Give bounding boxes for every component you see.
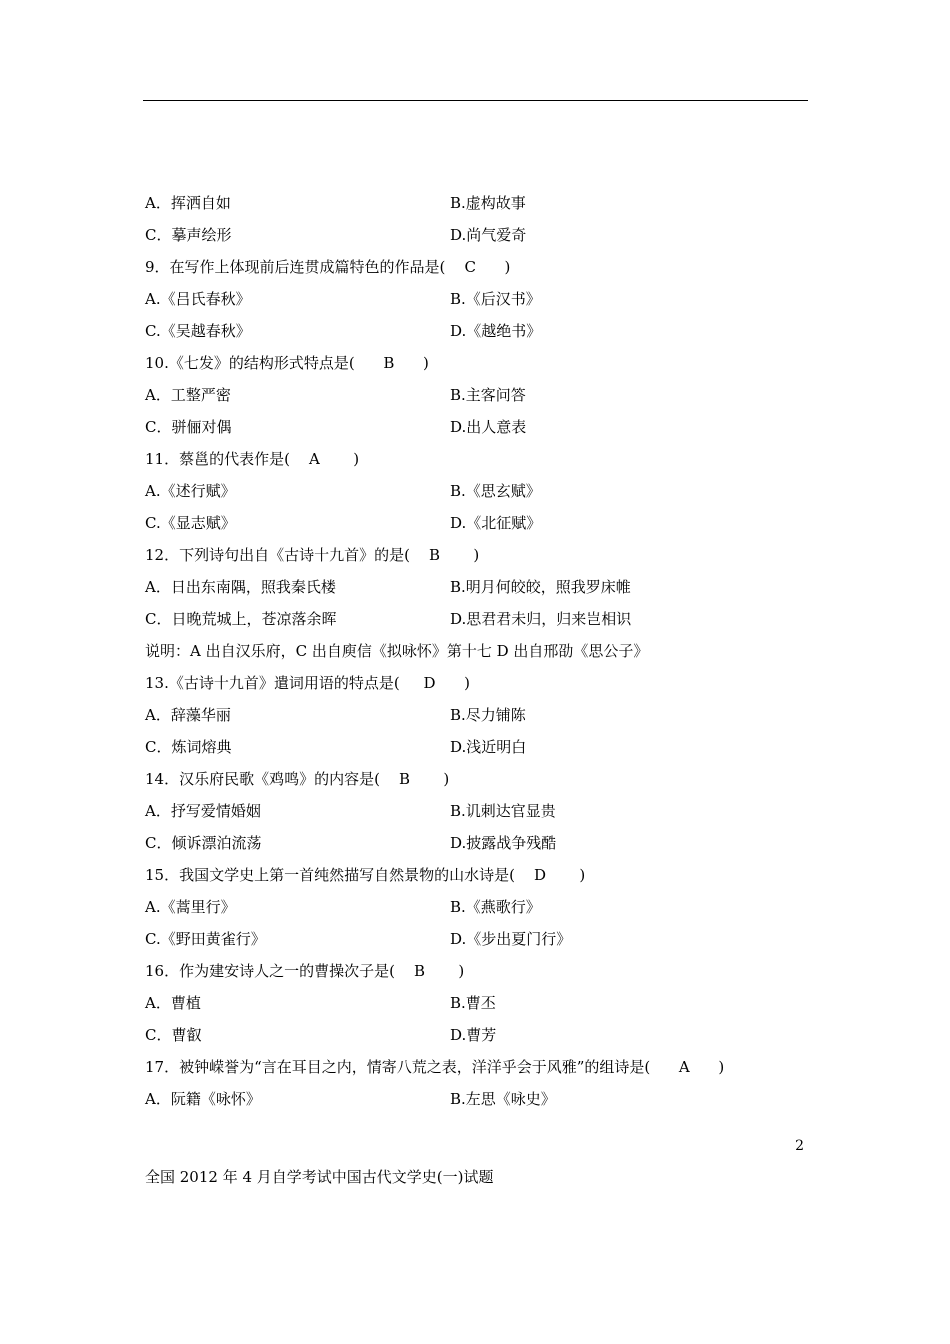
header-rule: [143, 100, 808, 101]
question-line: [145, 541, 810, 573]
question-line: [145, 445, 810, 477]
question-line: [145, 669, 810, 701]
question-line: [145, 349, 810, 381]
question-line: [145, 861, 810, 893]
option-right: D.浅近明白: [450, 738, 527, 756]
option-left: A．阮籍《咏怀》: [145, 1090, 261, 1108]
option-row: [145, 1085, 810, 1117]
question-text: 11．蔡邕的代表作是( A ): [145, 450, 360, 468]
option-left: C.《显志赋》: [145, 514, 236, 532]
question-line: [145, 765, 810, 797]
option-left: A．辞藻华丽: [145, 706, 231, 724]
option-row: [145, 413, 810, 445]
option-row: [145, 829, 810, 861]
question-text: 12．下列诗句出自《古诗十九首》的是( B ): [145, 546, 480, 564]
option-row: [145, 317, 810, 349]
option-right: D.出人意表: [450, 418, 527, 436]
option-row: [145, 797, 810, 829]
option-right: D.思君君未归，归来岂相识: [450, 610, 632, 628]
option-right: B.曹丕: [450, 994, 496, 1012]
option-right: B.左思《咏史》: [450, 1090, 556, 1108]
question-line: [145, 253, 810, 285]
option-left: A.《述行赋》: [145, 482, 236, 500]
question-text: 13.《古诗十九首》遣词用语的特点是( D ): [145, 674, 471, 692]
option-row: [145, 893, 810, 925]
option-left: A．工整严密: [145, 386, 231, 404]
option-left: C．炼词熔典: [145, 738, 232, 756]
option-left: C．倾诉漂泊流荡: [145, 834, 262, 852]
option-left: A．日出东南隅，照我秦氏楼: [145, 578, 336, 596]
option-right: D.《越绝书》: [450, 322, 542, 340]
option-right: B.《后汉书》: [450, 290, 541, 308]
option-right: D.《北征赋》: [450, 514, 542, 532]
question-line: [145, 1053, 810, 1085]
option-left: C.《野田黄雀行》: [145, 930, 266, 948]
option-right: B.《思玄赋》: [450, 482, 541, 500]
option-row: [145, 989, 810, 1021]
option-right: B.明月何皎皎，照我罗床帷: [450, 578, 631, 596]
option-right: B.虚构故事: [450, 194, 526, 212]
option-right: B.主客问答: [450, 386, 526, 404]
option-row: [145, 701, 810, 733]
question-line: [145, 637, 810, 669]
question-text: 15．我国文学史上第一首纯然描写自然景物的山水诗是( D ): [145, 866, 586, 884]
option-right: D.尚气爱奇: [450, 226, 527, 244]
option-right: B.《燕歌行》: [450, 898, 541, 916]
page-number: 2: [795, 1138, 804, 1154]
document-footer: 全国 2012 年 4 月自学考试中国古代文学史(一)试题: [145, 1168, 494, 1186]
option-left: C.《吴越春秋》: [145, 322, 251, 340]
option-row: [145, 285, 810, 317]
option-row: [145, 477, 810, 509]
option-right: D.曹芳: [450, 1026, 497, 1044]
option-left: A．曹植: [145, 994, 201, 1012]
question-text: 14．汉乐府民歌《鸡鸣》的内容是( B ): [145, 770, 450, 788]
option-row: [145, 925, 810, 957]
option-row: [145, 733, 810, 765]
question-text: 16．作为建安诗人之一的曹操次子是( B ): [145, 962, 465, 980]
question-list: [145, 189, 810, 1117]
option-row: [145, 573, 810, 605]
question-text: 10.《七发》的结构形式特点是( B ): [145, 354, 429, 372]
option-row: [145, 381, 810, 413]
option-row: [145, 509, 810, 541]
option-left: A．抒写爱情婚姻: [145, 802, 261, 820]
question-text: 17．被钟嵘誉为“言在耳目之内，情寄八荒之表，洋洋乎会于风雅”的组诗是( A ): [145, 1058, 725, 1076]
option-left: A.《吕氏春秋》: [145, 290, 251, 308]
option-right: B.尽力铺陈: [450, 706, 526, 724]
option-left: C．摹声绘形: [145, 226, 232, 244]
option-left: A．挥洒自如: [145, 194, 231, 212]
option-right: D.披露战争残酷: [450, 834, 557, 852]
option-left: A.《蒿里行》: [145, 898, 236, 916]
option-right: B.讥刺达官显贵: [450, 802, 556, 820]
question-text: 9．在写作上体现前后连贯成篇特色的作品是( C ): [145, 258, 511, 276]
option-left: C．日晚荒城上，苍凉落余晖: [145, 610, 337, 628]
question-line: [145, 957, 810, 989]
option-right: D.《步出夏门行》: [450, 930, 572, 948]
option-left: C．曹叡: [145, 1026, 202, 1044]
option-row: [145, 221, 810, 253]
option-row: [145, 189, 810, 221]
question-text: 说明：A 出自汉乐府，C 出自庾信《拟咏怀》第十七 D 出自邢劭《思公子》: [145, 642, 649, 660]
option-left: C．骈俪对偶: [145, 418, 232, 436]
option-row: [145, 1021, 810, 1053]
option-row: [145, 605, 810, 637]
